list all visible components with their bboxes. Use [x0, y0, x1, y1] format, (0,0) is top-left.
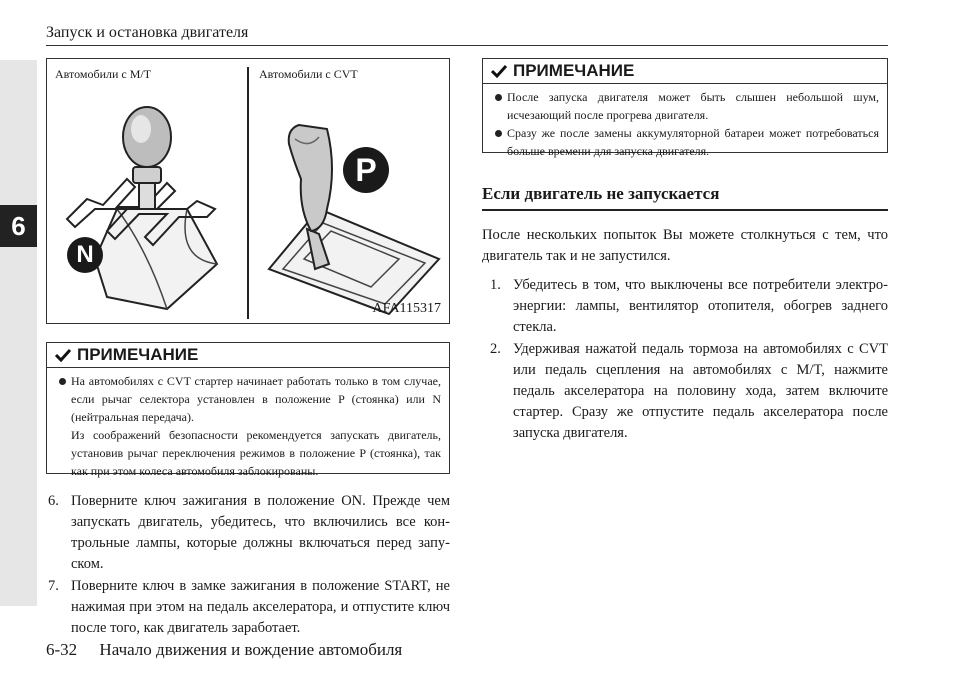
section-title: Если двигатель не запускается	[482, 184, 720, 203]
chapter-tab: 6	[0, 205, 37, 247]
note-body	[483, 84, 887, 164]
p-position-badge	[343, 147, 389, 193]
checkmark-icon	[55, 348, 71, 362]
section-rule	[482, 209, 888, 211]
page-header-title: Запуск и остановка двигателя	[46, 24, 249, 41]
step-text: Поверните ключ в замке зажигания в положение START, не нажимая при этом на педаль акселератора, и отпустите ключ после того, как двигатель заработает.	[71, 578, 450, 636]
note-box-noise	[482, 58, 888, 158]
list-item	[48, 491, 450, 575]
note-item-continuation: Из соображений безопасности рекомендуется запускать двигатель, установив рычаг переключения режимов в положение P (стоянка), так как при этом колеса автомобиля заблокированы.	[71, 428, 441, 478]
note-heading-label: ПРИМЕЧАНИЕ	[513, 61, 635, 80]
list-item	[490, 275, 888, 338]
step-number: 1.	[490, 277, 501, 293]
checkmark-icon	[491, 64, 507, 78]
note-heading	[47, 343, 449, 368]
note-item-text: На автомобилях с CVT стартер начинает работать только в том случае, если рычаг селектора установлен в положение P (стоянка) или N (нейтральная передача).	[71, 374, 441, 424]
note-item-text: Сразу же после замены аккумуляторной батареи может потребоваться больше времени для запуска двигателя.	[507, 126, 879, 158]
note-item	[495, 124, 879, 160]
list-item	[48, 576, 450, 639]
gear-lever-figure	[46, 58, 450, 324]
note-item	[495, 88, 879, 124]
p-badge-letter: P	[355, 152, 377, 188]
start-steps-list	[48, 491, 450, 640]
chapter-sidebar	[0, 60, 37, 606]
cvt-label: Автомобили с CVT	[259, 67, 358, 81]
step-number: 7.	[48, 578, 59, 594]
note-body	[47, 368, 449, 484]
step-text: Удерживая нажатой педаль тормоза на автомобилях с CVT или педаль сцепления на автомобилях с M/T, нажмите педаль акселератора на половину хода, затем включите стартер. Сразу же отпустите педаль акселератора после запуска двигателя.	[513, 341, 888, 441]
bullet-icon	[495, 94, 502, 101]
cvt-selector-illustration	[249, 59, 449, 317]
note-heading-label: ПРИМЕЧАНИЕ	[77, 345, 199, 364]
step-text: Поверните ключ зажигания в положение ON. Прежде чем запускать двигатель, убедитесь, что включились все контрольные лампы, которые должны включаться перед запуском.	[71, 493, 450, 572]
troubleshoot-steps-list	[490, 275, 888, 445]
figure-code: AFA115317	[372, 301, 441, 316]
header-rule	[46, 45, 888, 46]
note-item-text: После запуска двигателя может быть слышен небольшой шум, исчезающий после прогрева двигателя.	[507, 90, 879, 122]
note-item	[59, 372, 441, 426]
list-item	[490, 339, 888, 444]
mt-shifter-illustration	[47, 59, 247, 317]
bullet-icon	[495, 130, 502, 137]
note-box-cvt	[46, 342, 450, 478]
mt-label: Автомобили с M/T	[55, 67, 152, 81]
n-position-badge	[67, 237, 103, 273]
step-number: 2.	[490, 341, 501, 357]
n-badge-letter: N	[76, 241, 94, 268]
page-number: 6-32	[46, 640, 78, 659]
footer-section-name: Начало движения и вождение автомобиля	[99, 640, 403, 659]
step-text: Убедитесь в том, что выключены все потребители электроэнергии: лампы, вентилятор отопителя, обогрев заднего стекла.	[513, 277, 888, 335]
page-footer	[46, 640, 402, 660]
bullet-icon	[59, 378, 66, 385]
section-intro: После нескольких попыток Вы можете столкнуться с тем, что двигатель так и не запустился.	[482, 227, 888, 264]
step-number: 6.	[48, 493, 59, 509]
note-heading	[483, 59, 887, 84]
